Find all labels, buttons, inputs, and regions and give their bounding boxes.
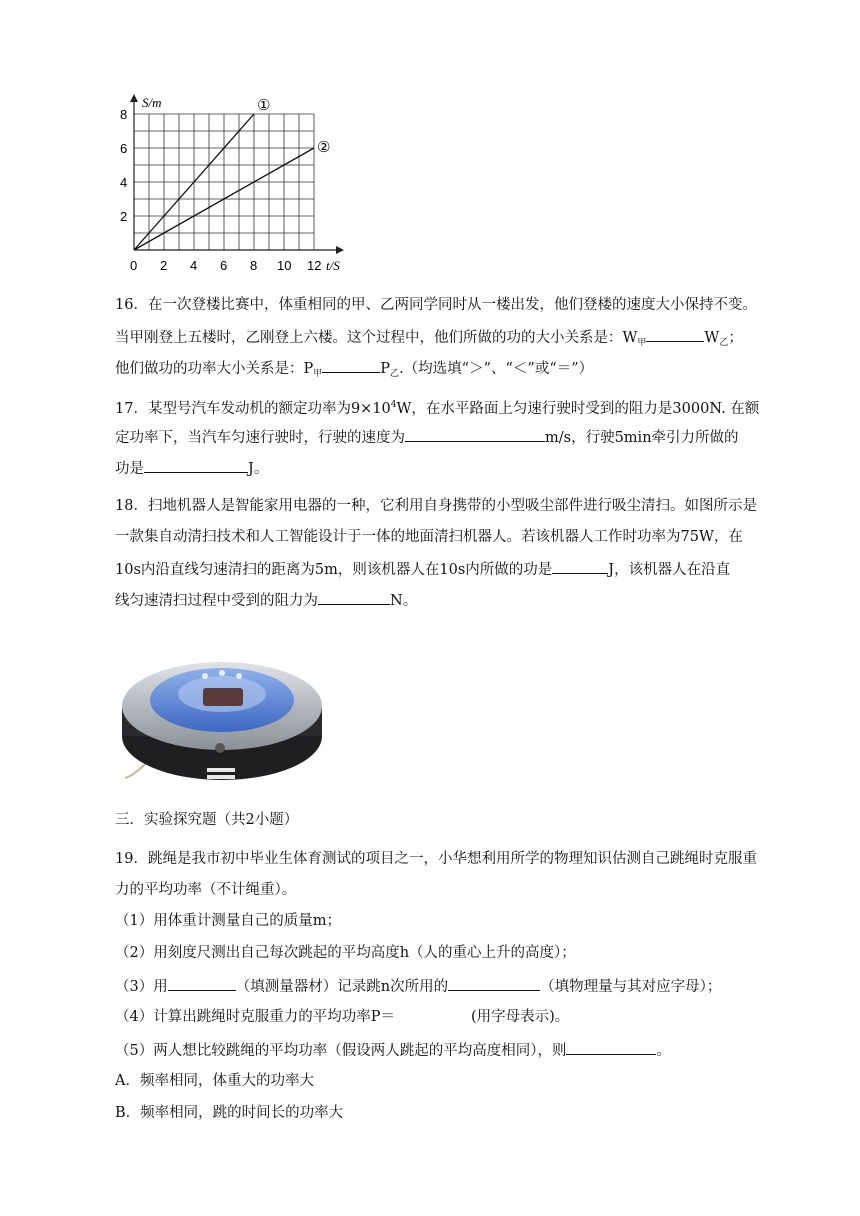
x-tick-label: 4 — [190, 258, 198, 273]
distance-time-chart — [110, 90, 350, 275]
q19-text-c: （填物理量与其对应字母）； — [540, 979, 722, 995]
section-heading: 三．实验探究题（共2小题） — [115, 812, 299, 828]
q19-text: （5）两人想比较跳绳的平均功率（假设两人跳起的平均高度相同），则 — [115, 1043, 567, 1059]
q18-text: 线匀速清扫过程中受到的阻力为 — [115, 593, 318, 609]
q17-blank-work[interactable] — [144, 457, 248, 473]
q19-text: （3）用 — [115, 979, 168, 995]
q16-w-letter: W — [704, 330, 720, 346]
q17-exponent: 4 — [390, 400, 397, 410]
q18-line3 — [115, 558, 730, 580]
q18-text-b: J，该机器人在沿直 — [608, 562, 731, 578]
x-tick-label: 12 — [307, 258, 322, 273]
chart-axes — [130, 94, 344, 254]
q17-line2 — [115, 426, 739, 448]
y-tick-label: 6 — [120, 141, 128, 156]
y-tick-label: 4 — [120, 175, 128, 190]
q19-option-a: A．频率相同，体重大的功率大 — [115, 1073, 314, 1089]
q19-step4 — [115, 1007, 569, 1027]
series-label-1: ① — [257, 96, 271, 114]
x-tick-label: 2 — [160, 258, 168, 273]
q16-line3 — [115, 357, 593, 381]
y-tick-label: 8 — [120, 107, 128, 122]
q17-text: 功是 — [115, 461, 144, 477]
q18-line4 — [115, 589, 417, 611]
x-tick-label: 8 — [250, 258, 258, 273]
q16-text: 当甲刚登上五楼时，乙刚登上六楼。这个过程中，他们所做的功的大小关系是：W — [115, 330, 638, 346]
q19-step1: （1）用体重计测量自己的质量m； — [115, 913, 341, 929]
q17-text-b: m/s，行驶5min牵引力所做的 — [545, 430, 739, 446]
q16-blank-power[interactable] — [322, 357, 380, 373]
q17-line1 — [115, 395, 759, 419]
q17-text-b: J。 — [248, 461, 269, 477]
q19-option-b: B．频率相同，跳的时间长的功率大 — [115, 1105, 344, 1121]
q18-line2: 一款集自动清扫技术和人工智能设计于一体的地面清扫机器人。若该机器人工作时功率为75W，在 — [115, 529, 743, 545]
q16-text: 他们做功的功率大小关系是：P — [115, 361, 314, 377]
q19-text-b: (用字母表示)。 — [470, 1009, 570, 1025]
x-axis-label: t/S — [326, 258, 340, 273]
q16-line1: 16．在一次登楼比赛中，体重相同的甲、乙两同学同时从一楼出发，他们登楼的速度大小保持不变。 — [115, 297, 757, 313]
q17-text-b: W，在水平路面上匀速行驶时受到的阻力是3000N. 在额 — [396, 400, 760, 417]
q18-blank-force[interactable] — [318, 589, 390, 605]
q19-blank-instrument[interactable] — [168, 975, 236, 991]
q16-line2 — [115, 326, 743, 350]
q19-line1: 19．跳绳是我市初中毕业生体育测试的项目之一，小华想利用所学的物理知识估测自己跳绳时克服重 — [115, 851, 757, 867]
robot-vacuum-image — [115, 636, 330, 786]
q17-line3 — [115, 457, 268, 479]
q19-line2: 力的平均功率（不计绳重）。 — [115, 882, 297, 898]
x-axis-arrow — [336, 246, 344, 254]
q16-p-letter: P — [380, 361, 391, 377]
q19-step2: （2）用刻度尺测出自己每次跳起的平均高度h（人的重心上升的高度）； — [115, 945, 576, 961]
q18-line1: 18．扫地机器人是智能家用电器的一种，它利用自身携带的小型吸尘部件进行吸尘清扫。如图所示是 — [115, 498, 757, 514]
y-tick-label: 2 — [120, 209, 128, 224]
q19-blank-choice[interactable] — [566, 1039, 656, 1055]
q17-text: 17．某型号汽车发动机的额定功率为9×10 — [115, 400, 391, 417]
q16-text-end: .（均选填“＞”、“＜”或“＝”） — [399, 361, 594, 377]
q19-text-b: 。 — [656, 1043, 671, 1059]
q19-step3 — [115, 975, 721, 997]
q18-text-b: N。 — [390, 593, 418, 609]
y-axis-label: S/m — [142, 95, 162, 110]
q16-semicolon: ； — [728, 330, 743, 346]
q19-text-b: （填测量器材）记录跳n次所用的 — [235, 979, 449, 995]
y-axis-arrow — [130, 94, 138, 102]
q17-blank-speed[interactable] — [405, 426, 545, 442]
q17-text: 定功率下，当汽车匀速行驶时，行驶的速度为 — [115, 430, 405, 446]
x-tick-label: 10 — [277, 258, 292, 273]
q19-text: （4）计算出跳绳时克服重力的平均功率P＝ — [115, 1009, 395, 1025]
x-tick-label: 6 — [220, 258, 228, 273]
q16-sub-jia2: 甲 — [313, 369, 323, 379]
x-tick-label: 0 — [130, 258, 138, 273]
q18-blank-work[interactable] — [552, 558, 608, 574]
q16-sub-yi: 乙 — [719, 338, 729, 348]
series-label-2: ② — [317, 138, 331, 156]
q19-blank-quantity[interactable] — [448, 975, 540, 991]
q19-step5 — [115, 1039, 671, 1061]
chart-grid — [134, 114, 314, 250]
q16-blank-work[interactable] — [646, 326, 704, 342]
q16-sub-jia: 甲 — [637, 338, 647, 348]
q16-sub-yi2: 乙 — [390, 369, 400, 379]
q18-text: 10s内沿直线匀速清扫的距离为5m，则该机器人在10s内所做的功是 — [115, 562, 553, 578]
